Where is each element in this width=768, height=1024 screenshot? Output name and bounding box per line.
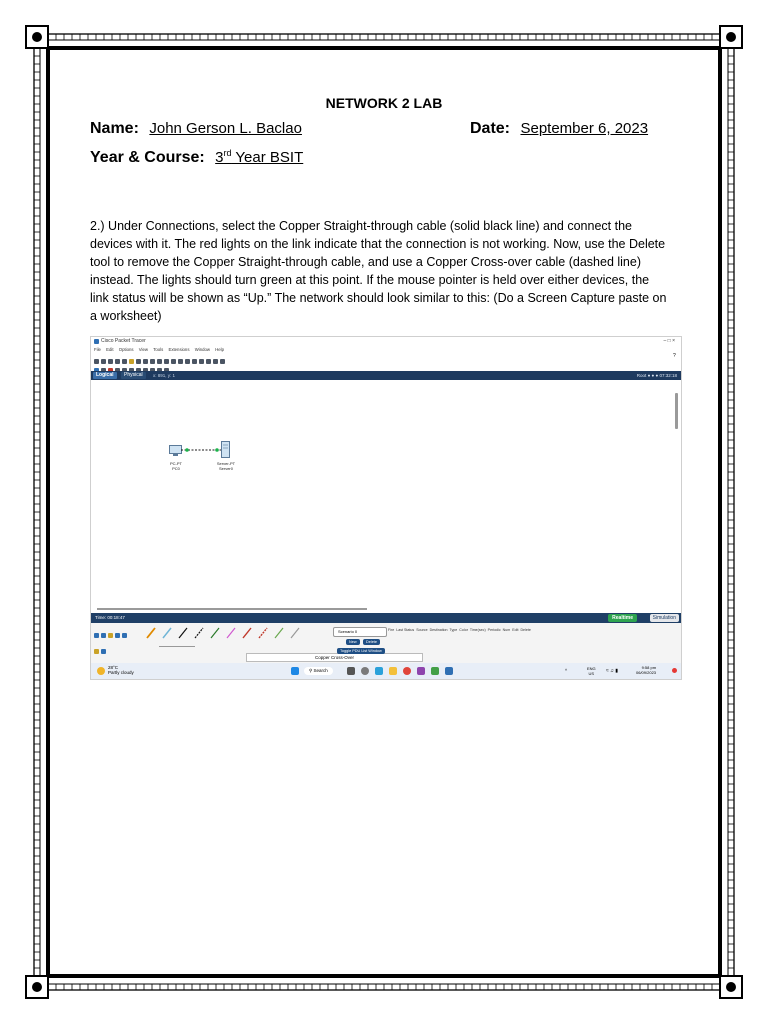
viewport-icon[interactable] <box>220 359 225 364</box>
task-view-icon[interactable] <box>347 667 355 675</box>
pc-name: PC0 <box>172 466 180 471</box>
edit-toolbar <box>93 362 170 370</box>
category-network-devices-icon[interactable] <box>94 633 99 638</box>
link-light-pc <box>185 448 189 452</box>
help-question-icon[interactable]: ? <box>673 353 676 359</box>
language-indicator[interactable]: ENG US <box>587 666 596 676</box>
cable-types <box>143 625 303 641</box>
menu-view[interactable]: View <box>138 347 149 352</box>
telegram-icon[interactable] <box>375 667 383 675</box>
logical-workspace[interactable] <box>91 380 681 607</box>
menu-file[interactable]: File <box>94 347 101 352</box>
packet-tracer-screenshot <box>90 336 682 680</box>
zoom-in-icon[interactable] <box>171 359 176 364</box>
server-icon <box>221 441 231 459</box>
device-subcategories <box>93 643 107 661</box>
simulation-button[interactable]: Simulation <box>650 614 679 622</box>
wifi-volume-battery-icon[interactable]: ≈ ♫ ▮ <box>606 668 619 674</box>
automatic-cable-icon[interactable] <box>147 628 155 638</box>
app-logo-icon <box>94 339 99 344</box>
menu-help[interactable]: Help <box>215 347 225 352</box>
start-icon[interactable] <box>291 667 299 675</box>
year-course-label: Year & Course: <box>90 149 205 166</box>
coaxial-cable-icon[interactable] <box>275 628 283 638</box>
pdu-list-header: Fire Last Status Source Destination Type Color Time(sec) Periodic Num Edit Delete <box>388 628 531 632</box>
serial-dce-cable-icon[interactable] <box>243 628 251 638</box>
logical-view-icon[interactable] <box>206 359 211 364</box>
server-name: Server0 <box>218 466 233 471</box>
tab-physical[interactable]: Physical <box>121 372 146 379</box>
taskbar-search[interactable]: ⚲ Search <box>304 667 333 675</box>
horizontal-scrollbar[interactable] <box>97 608 367 610</box>
category-end-devices-icon[interactable] <box>101 633 106 638</box>
menu-options[interactable]: Options <box>118 347 134 352</box>
workspace-navbar <box>91 371 681 380</box>
physical-view-icon[interactable] <box>213 359 218 364</box>
name-row <box>90 120 302 138</box>
status-bar <box>91 613 681 623</box>
custom-device-icon[interactable] <box>199 359 204 364</box>
app-icon[interactable] <box>417 667 425 675</box>
name-value: John Gerson L. Baclao <box>149 120 302 137</box>
pc-model: PC-PT <box>170 461 182 466</box>
toggle-pdu-list-button[interactable]: Toggle PDU List Window <box>337 648 385 654</box>
settings-taskbar-icon[interactable] <box>361 667 369 675</box>
chrome-icon[interactable] <box>403 667 411 675</box>
date-row <box>470 120 648 138</box>
menu-tools[interactable]: Tools <box>153 347 164 352</box>
link-light-server <box>215 448 219 452</box>
zoom-reset-icon[interactable] <box>178 359 183 364</box>
app-titlebar <box>91 337 681 346</box>
app2-icon[interactable] <box>431 667 439 675</box>
subcategory-connections-icon[interactable] <box>94 649 99 654</box>
drawing-palette-icon[interactable] <box>192 359 197 364</box>
file-explorer-icon[interactable] <box>389 667 397 675</box>
subcategory-wireless-icon[interactable] <box>101 649 106 654</box>
vertical-scrollbar[interactable] <box>675 393 678 429</box>
cursor-coordinates: x: 891, y: 1 <box>153 373 176 378</box>
taskbar-clock[interactable]: 9:58 pm 06/09/2023 <box>636 665 657 675</box>
tab-logical[interactable]: Logical <box>93 372 117 379</box>
weather-temp: 28°C <box>108 665 119 670</box>
crossover-fiber-icon[interactable] <box>211 628 219 638</box>
cable-caption: Copper Cross-Over <box>246 653 423 662</box>
pc-label <box>161 461 191 471</box>
packet-tracer-taskbar-icon[interactable] <box>445 667 453 675</box>
category-multiuser-icon[interactable] <box>122 633 127 638</box>
menu-edit[interactable]: Edit <box>106 347 114 352</box>
name-label: Name: <box>90 120 139 137</box>
menu-extensions[interactable]: Extensions <box>168 347 190 352</box>
main-toolbar <box>93 353 676 361</box>
root-label: Root <box>636 373 647 378</box>
weather-desc: Partly cloudy <box>108 670 134 675</box>
category-misc-icon[interactable] <box>115 633 120 638</box>
scenario-select[interactable]: Scenario 0 <box>333 627 387 637</box>
tray-chevron-icon[interactable]: ^ <box>565 668 568 673</box>
nav-right: Root ● ● ● 07:32:18 <box>636 373 677 378</box>
window-controls[interactable]: – □ × <box>663 338 675 344</box>
weather-icon <box>97 667 105 675</box>
weather-widget[interactable] <box>108 665 134 675</box>
menu-bar <box>91 346 681 353</box>
windows-taskbar <box>91 663 681 679</box>
copper-crossover-link[interactable] <box>181 445 223 455</box>
workspace-clock: 07:32:18 <box>659 373 677 378</box>
new-scenario-button[interactable]: New <box>346 639 360 645</box>
fiber-cable-icon[interactable] <box>227 628 235 638</box>
usb-cable-icon[interactable] <box>291 628 299 638</box>
straight-through-cable-icon[interactable] <box>179 628 187 638</box>
delete-scenario-button[interactable]: Delete <box>363 639 380 645</box>
menu-window[interactable]: Window <box>194 347 210 352</box>
serial-dte-cable-icon[interactable] <box>259 628 267 638</box>
date-value: September 6, 2023 <box>520 120 649 137</box>
instruction-paragraph: 2.) Under Connections, select the Copper Straight-through cable (solid black line) and connect the devices with it. The red lights on the link indicate that the connection is not working. Now, use the Delete tool to remove the Copper Straight-through cable, and use a Copper Cross-over cable (dashed line) instead. The lights should turn green at this point. If the mouse pointer is held over either devices, the link status will be shown as “Up.” The network should look similar to this: (Do a Screen Capture paste on a worksheet) <box>90 219 667 323</box>
document-title: NETWORK 2 LAB <box>325 95 443 111</box>
year-course-row <box>90 148 303 167</box>
year-course-value: 3rd Year BSIT <box>215 148 304 166</box>
sim-time: Time: 00:18:47 <box>95 615 125 620</box>
date-label: Date: <box>470 120 511 137</box>
zoom-out-icon[interactable] <box>185 359 190 364</box>
panel-divider <box>159 646 195 647</box>
console-cable-icon[interactable] <box>163 628 171 638</box>
server-label <box>211 461 241 471</box>
server-model: Server-PT <box>216 461 236 466</box>
app-title: Cisco Packet Tracer <box>101 338 146 344</box>
category-connections-icon[interactable] <box>108 633 113 638</box>
realtime-button[interactable]: Realtime <box>608 614 637 622</box>
notification-icon[interactable] <box>672 668 677 673</box>
cross-over-cable-icon[interactable] <box>195 628 203 638</box>
